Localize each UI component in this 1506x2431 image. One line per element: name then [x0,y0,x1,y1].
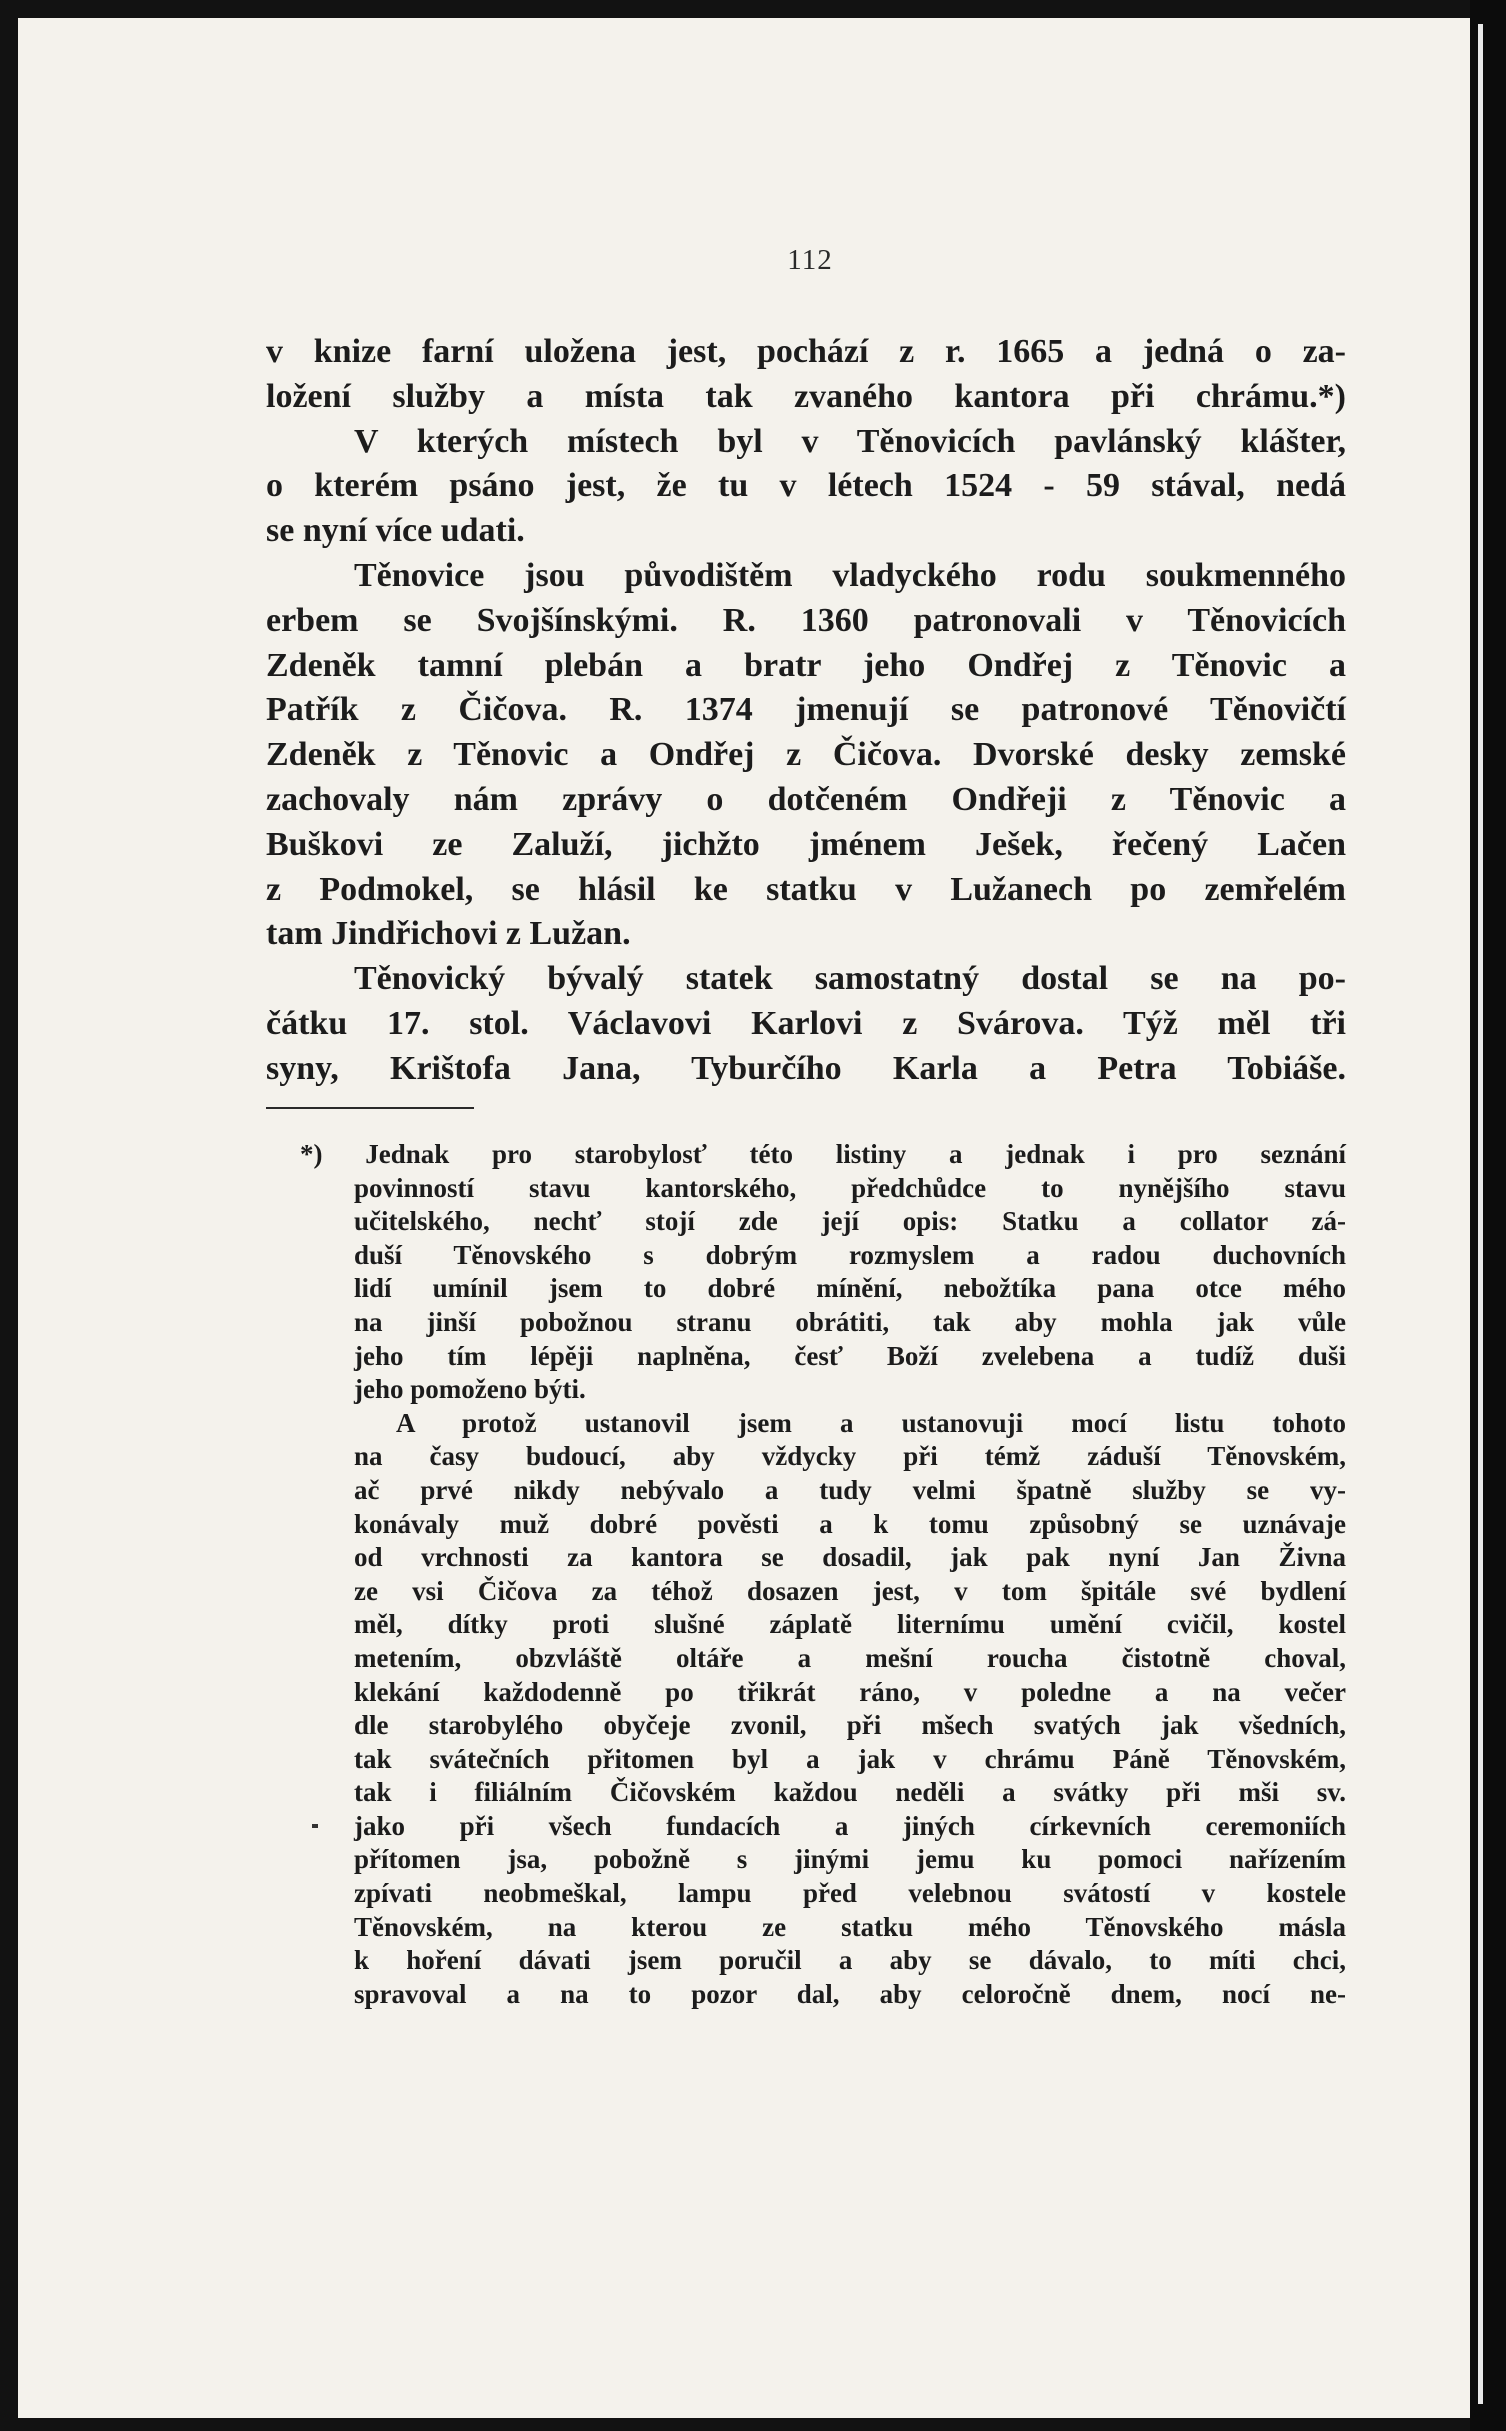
footnote-line: ze vsi Čičova za téhož dosazen jest, v tom špitále své bydlení [354,1575,1346,1606]
footnote-line: od vrchnosti za kantora se dosadil, jak pak nyní Jan Živna [354,1542,1346,1573]
footnote-line: k hoření dávati jsem poručil a aby se dávalo, to míti chci, [354,1945,1346,1976]
text-line: Zdeněk tamní plebán a bratr jeho Ondřej z Těnovic a [266,646,1346,684]
text-line: Těnovice jsou původištěm vladyckého rodu soukmenného [354,556,1346,594]
footnote-line: konávaly muž dobré pověsti a k tomu způsobný se uznávaje [354,1508,1346,1539]
text-line: syny, Krištofa Jana, Tyburčího Karla a Petra Tobiáše. [266,1049,1346,1087]
text-line: erbem se Svojšínskými. R. 1360 patronovali v Těnovicích [266,601,1346,639]
footnote-line: tak i filiálním Čičovském každou neděli a svátky při mši sv. [354,1777,1346,1808]
footnote-line: *) Jednak pro starobylosť této listiny a jednak i pro seznání [300,1139,1346,1169]
footnote-line: na časy budoucí, aby vždycky při témž záduší Těnovském, [354,1441,1346,1472]
text-line: zachovaly nám zprávy o dotčeném Ondřeji z Těnovic a [266,780,1346,818]
footnote-divider [266,1107,474,1109]
main-text [266,330,1346,1092]
footnote-line: tak svátečních přitomen byl a jak v chrámu Páně Těnovském, [354,1743,1346,1774]
text-line: ložení služby a místa tak zvaného kantora při chrámu.*) [266,377,1346,415]
print-speck [312,1824,318,1828]
footnote-line: spravoval a na to pozor dal, aby celoročně dnem, nocí ne- [354,1978,1346,2009]
page-number: 112 [787,244,833,276]
footnote-line: učitelského, nechť stojí zde její opis: Statku a collator zá- [354,1206,1346,1237]
footnote [266,1138,1346,2011]
footnote-line: klekání každodenně po třikrát ráno, v poledne a na večer [354,1676,1346,1707]
footnote-line: A protož ustanovil jsem a ustanovuji mocí listu tohoto [396,1407,1346,1438]
text-line: tam Jindřichovi z Lužan. [266,915,631,953]
footnote-line: jako při všech fundacích a jiných církevních ceremoniích [354,1810,1346,1841]
text-line: z Podmokel, se hlásil ke statku v Lužanech po zemřelém [266,870,1346,908]
footnote-line: metením, obzvláště oltáře a mešní roucha čistotně choval, [354,1642,1346,1673]
footnote-line: jeho pomoženo býti. [354,1374,586,1405]
footnote-line: povinností stavu kantorského, předchůdce to nynějšího stavu [354,1172,1346,1203]
footnote-line: měl, dítky proti slušné záplatě liternímu umění cvičil, kostel [354,1609,1346,1640]
footnote-line: duší Těnovského s dobrým rozmyslem a radou duchovních [354,1239,1346,1270]
footnote-line: ač prvé nikdy nebývalo a tudy velmi špatně služby se vy- [354,1474,1346,1505]
text-line: o kterém psáno jest, že tu v létech 1524 - 59 stával, nedá [266,467,1346,505]
footnote-line: přítomen jsa, pobožně s jinými jemu ku pomoci nařízením [354,1844,1346,1875]
text-line: Zdeněk z Těnovic a Ondřej z Čičova. Dvorské desky zemské [266,736,1346,774]
text-line: Těnovický bývalý statek samostatný dostal se na po- [354,960,1346,998]
text-line: čátku 17. stol. Václavovi Karlovi z Svárova. Týž měl tři [266,1004,1346,1042]
footnote-line: lidí umínil jsem to dobré mínění, nebožtíka pana otce mého [354,1273,1346,1304]
footnote-line: jeho tím lépěji naplněna, česť Boží zvelebena a tudíž duši [354,1340,1346,1371]
footnote-line: dle starobylého obyčeje zvonil, při mšech svatých jak všedních, [354,1710,1346,1741]
footnote-line: na jinší pobožnou stranu obrátiti, tak aby mohla jak vůle [354,1306,1346,1337]
scan-edge-stripe [1478,24,1483,2404]
text-line: V kterých místech byl v Těnovicích pavlánský klášter, [354,422,1346,460]
text-line: Patřík z Čičova. R. 1374 jmenují se patronové Těnovičtí [266,691,1346,729]
footnote-line: Těnovském, na kterou ze statku mého Těnovského másla [354,1911,1346,1942]
text-line: se nyní více udati. [266,512,525,550]
text-line: Buškovi ze Zaluží, jichžto jménem Ješek, řečený Lačen [266,825,1346,863]
footnote-line: zpívati neobmeškal, lampu před velebnou svátostí v kostele [354,1878,1346,1909]
scan-edge [1470,0,1506,2431]
text-line: v knize farní uložena jest, pochází z r. 1665 a jedná o za- [266,333,1346,370]
